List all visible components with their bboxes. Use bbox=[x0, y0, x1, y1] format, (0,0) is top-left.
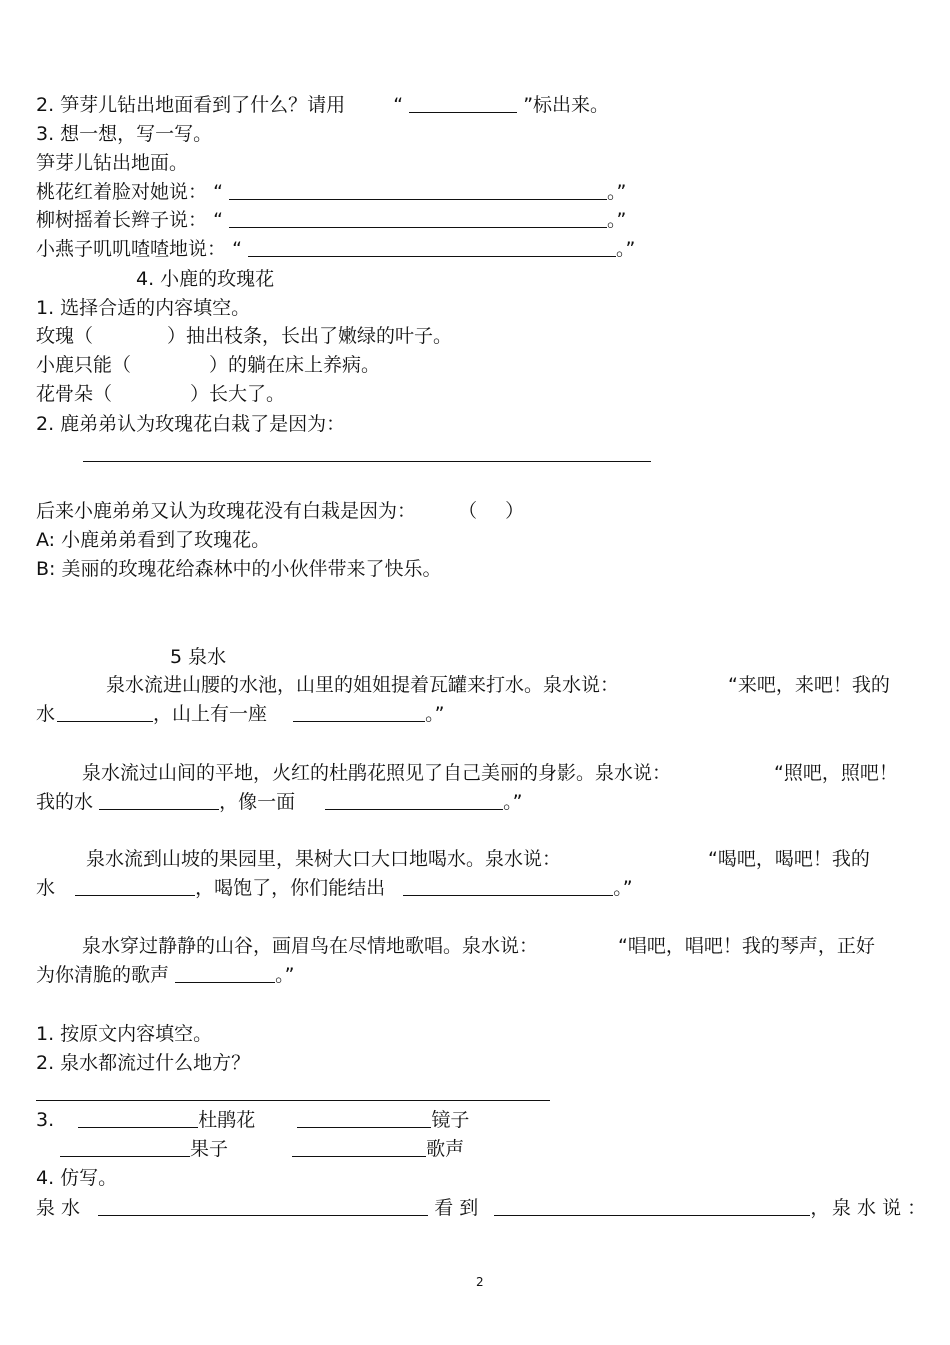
section-title-deer: 4. 小鹿的玫瑰花 bbox=[136, 268, 275, 290]
question-5-4: 4. 仿写。 bbox=[36, 1167, 118, 1189]
passage-3-quote: “喝吧，喝吧！我的 bbox=[708, 848, 870, 870]
choice-row-3: 花骨朵（ ）长大了。 bbox=[36, 383, 286, 405]
passage-2-line-2: 我的水 ，像一面 。” bbox=[36, 791, 523, 813]
answer-blank[interactable] bbox=[325, 791, 503, 810]
question-5-3-row-2: 果子 歌声 bbox=[60, 1137, 464, 1161]
choice-row-2: 小鹿只能（ ）的躺在床上养病。 bbox=[36, 354, 381, 376]
answer-blank[interactable] bbox=[297, 1109, 431, 1128]
section-title-spring: 5 泉水 bbox=[170, 646, 227, 668]
answer-blank[interactable] bbox=[229, 181, 607, 200]
passage-2-quote: “照吧，照吧！ bbox=[774, 762, 898, 784]
option-b: B: 美丽的玫瑰花给森林中的小伙伴带来了快乐。 bbox=[36, 558, 442, 580]
passage-2-line-1: 泉水流过山间的平地，火红的杜鹃花照见了自己美丽的身影。泉水说： bbox=[82, 762, 672, 784]
question-5-1: 1. 按原文内容填空。 bbox=[36, 1023, 213, 1045]
answer-blank[interactable] bbox=[229, 209, 607, 228]
answer-blank[interactable] bbox=[403, 877, 613, 896]
imitation-line-end: 泉 水 说 ： bbox=[832, 1197, 927, 1219]
passage-1-line-2: 水 ，山上有一座 。” bbox=[36, 703, 445, 725]
answer-blank[interactable] bbox=[98, 1197, 428, 1216]
answer-blank[interactable] bbox=[409, 94, 517, 113]
answer-line[interactable] bbox=[36, 1100, 550, 1101]
answer-blank[interactable] bbox=[60, 1138, 190, 1157]
option-a: A: 小鹿弟弟看到了玫瑰花。 bbox=[36, 529, 271, 551]
answer-blank[interactable] bbox=[494, 1197, 810, 1216]
answer-blank[interactable] bbox=[248, 238, 616, 257]
question-4-1: 1. 选择合适的内容填空。 bbox=[36, 297, 251, 319]
question-4-3: 后来小鹿弟弟又认为玫瑰花没有白栽是因为： （ ） bbox=[36, 500, 525, 522]
question-5-2: 2. 泉水都流过什么地方？ bbox=[36, 1052, 251, 1074]
imitation-line: 泉 水 看 到 ， bbox=[36, 1197, 830, 1219]
answer-line[interactable] bbox=[83, 461, 651, 462]
passage-3-line-2: 水 ，喝饱了，你们能结出 。” bbox=[36, 877, 633, 899]
question-3-3: 3. 想一想，写一写。 bbox=[36, 123, 213, 145]
passage-4-line-2: 为你清脆的歌声 。” bbox=[36, 964, 295, 986]
intro-line: 笋芽儿钻出地面。 bbox=[36, 152, 189, 174]
fill-line-swallow: 小燕子叽叽喳喳地说： “ 。” bbox=[36, 238, 636, 260]
question-4-2: 2. 鹿弟弟认为玫瑰花白栽了是因为： bbox=[36, 413, 346, 435]
passage-1-quote: “来吧，来吧！我的 bbox=[728, 674, 890, 696]
choice-row-1: 玫瑰（ ）抽出枝条，长出了嫩绿的叶子。 bbox=[36, 325, 453, 347]
fill-line-peach: 桃花红着脸对她说： “ 。” bbox=[36, 181, 627, 203]
answer-blank[interactable] bbox=[75, 877, 195, 896]
answer-blank[interactable] bbox=[57, 703, 153, 722]
fill-line-willow: 柳树摇着长辫子说： “ 。” bbox=[36, 209, 627, 231]
question-3-2: 2. 笋芽儿钻出地面看到了什么？请用 “ ”标出来。 bbox=[36, 94, 610, 116]
passage-1-line-1: 泉水流进山腰的水池，山里的姐姐提着瓦罐来打水。泉水说： bbox=[106, 674, 620, 696]
answer-blank[interactable] bbox=[292, 1138, 426, 1157]
passage-4-line-1: 泉水穿过静静的山谷，画眉鸟在尽情地歌唱。泉水说： bbox=[82, 935, 539, 957]
answer-blank[interactable] bbox=[175, 964, 275, 983]
passage-3-line-1: 泉水流到山坡的果园里，果树大口大口地喝水。泉水说： bbox=[86, 848, 562, 870]
question-5-3-row-1: 3. 杜鹃花 镜子 bbox=[36, 1109, 470, 1131]
passage-4-quote: “唱吧，唱吧！我的琴声，正好 bbox=[618, 935, 875, 957]
answer-blank[interactable] bbox=[78, 1109, 198, 1128]
answer-blank[interactable] bbox=[99, 791, 219, 810]
page-number: 2 bbox=[476, 1275, 484, 1289]
answer-blank[interactable] bbox=[293, 703, 425, 722]
